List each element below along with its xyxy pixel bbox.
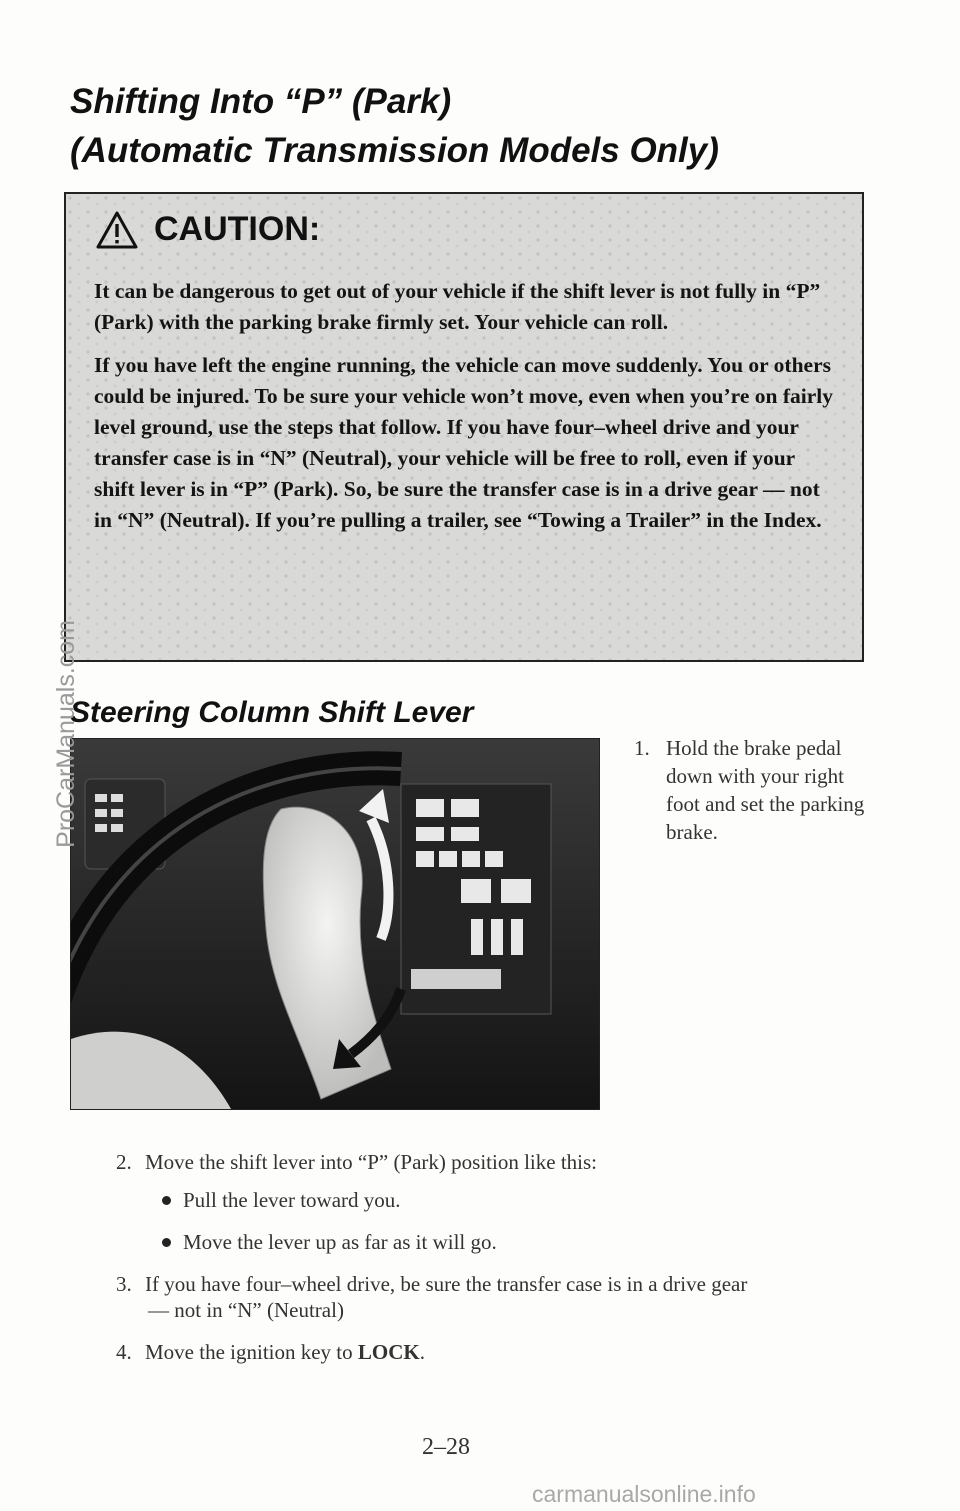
caution-body [94, 276, 834, 548]
step-2-bullet-1 [162, 1186, 401, 1214]
step-3-text-line-1: If you have four–wheel drive, be sure the transfer case is in a drive gear [145, 1272, 748, 1296]
bullet-icon [162, 1196, 171, 1205]
page-title-line-1: Shifting Into “P” (Park) [70, 82, 452, 121]
caution-paragraph-1: It can be dangerous to get out of your vehicle if the shift lever is not fully in “P” (Park) with the parking brake firmly set. Your vehicle can roll. [94, 279, 821, 334]
step-3-number: 3. [116, 1272, 132, 1296]
step-4-keyword: LOCK [357, 1340, 420, 1364]
caution-box [64, 192, 864, 662]
section-heading: Steering Column Shift Lever [70, 696, 474, 729]
step-1-number: 1. [634, 736, 650, 760]
step-2 [116, 1148, 597, 1176]
footer-watermark: carmanualsonline.info [532, 1481, 756, 1507]
shift-lever-photo [70, 738, 600, 1110]
bullet-icon [162, 1238, 171, 1247]
step-1-text: Hold the brake pedal down with your right foot and set the parking brake. [666, 736, 865, 844]
warning-triangle-icon [96, 211, 138, 249]
step-4-period: . [419, 1340, 425, 1364]
page-title-line-2: (Automatic Transmission Models Only) [70, 131, 719, 170]
steering-column-illustration [71, 739, 599, 1109]
step-2-text: Move the shift lever into “P” (Park) position like this: [145, 1150, 598, 1174]
step-3-text-line-2: — not in “N” (Neutral) [148, 1298, 344, 1322]
step-3 [116, 1270, 747, 1298]
step-2-bullet-2 [162, 1228, 497, 1256]
page-number: 2–28 [422, 1434, 470, 1460]
step-2-bullet-1-text: Pull the lever toward you. [183, 1188, 401, 1212]
step-4-text: Move the ignition key to [145, 1340, 353, 1364]
side-watermark: ProCarManuals.com [52, 620, 80, 848]
step-3-continued [148, 1296, 344, 1324]
caution-header [96, 210, 320, 249]
caution-paragraph-2: If you have left the engine running, the vehicle can move suddenly. You or others could be injured. To be sure your vehicle won’t move, even when you’re on fairly level ground, use the steps that follow. If you have four–wheel drive and your transfer case is in “N” (Neutral), your vehicle will be free to roll, even if your shift lever is in “P” (Park). So, be sure the transfer case is in a drive gear — not in “N” (Neutral). If you’re pulling a trailer, see “Towing a Trailer” in the Index. [94, 353, 833, 532]
step-2-bullet-2-text: Move the lever up as far as it will go. [183, 1230, 497, 1254]
step-2-number: 2. [116, 1150, 132, 1174]
step-4-number: 4. [116, 1340, 132, 1364]
step-4 [116, 1338, 425, 1366]
caution-title: CAUTION: [154, 210, 321, 248]
step-1 [634, 734, 874, 846]
